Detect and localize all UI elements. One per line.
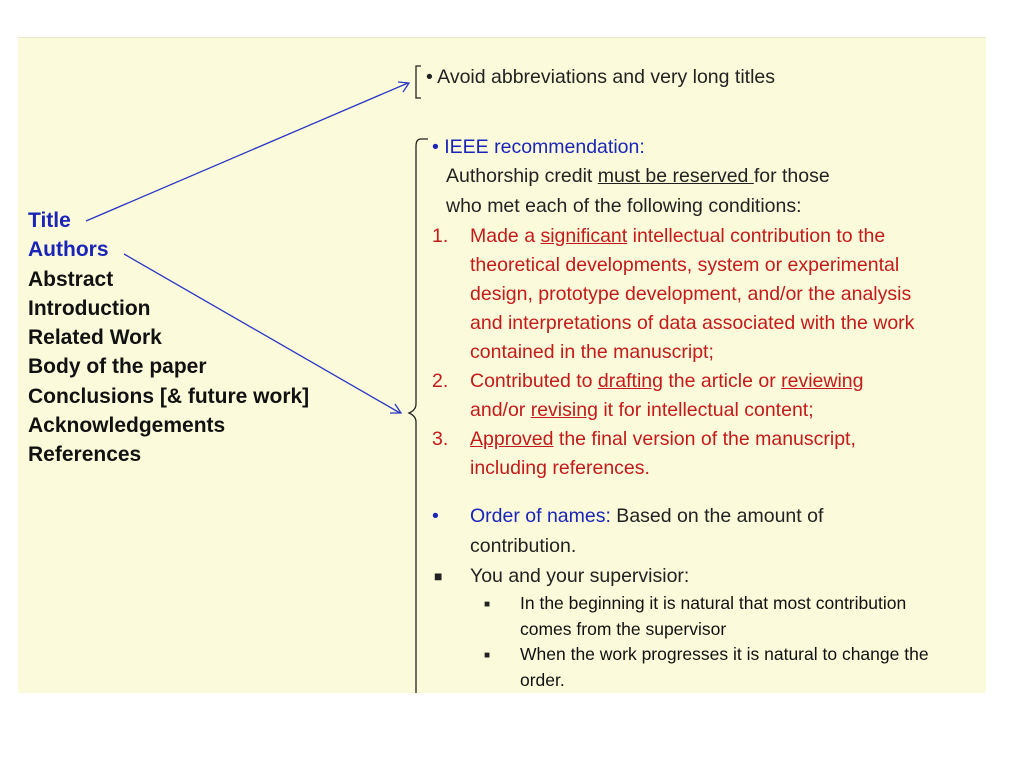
authors-bracket bbox=[409, 139, 428, 693]
supervisor-bullet: ■ bbox=[434, 568, 443, 584]
condition-1-number: 1. bbox=[432, 225, 449, 247]
order-bullet: • bbox=[432, 505, 439, 527]
title-arrow bbox=[86, 83, 408, 221]
supervisor-heading: You and your supervisior: bbox=[470, 565, 690, 587]
outline-abstract: Abstract bbox=[28, 267, 114, 291]
sub-bullet-1: ■ bbox=[484, 599, 491, 610]
condition-2-line2: and/or revising it for intellectual content; bbox=[470, 399, 814, 421]
outline-related-work: Related Work bbox=[28, 326, 162, 350]
supervisor-sub2-line1: When the work progresses it is natural to change the bbox=[520, 644, 929, 664]
title-bracket bbox=[416, 66, 421, 98]
ieee-intro-line1: Authorship credit must be reserved for those bbox=[446, 165, 830, 187]
condition-2-number: 2. bbox=[432, 370, 449, 392]
condition-2-line1: Contributed to drafting the article or reviewing bbox=[470, 370, 864, 392]
ieee-heading: • IEEE recommendation: bbox=[432, 136, 645, 158]
condition-1-line3: design, prototype development, and/or the analysis bbox=[470, 283, 912, 305]
order-of-names-line2: contribution. bbox=[470, 535, 577, 557]
sub-bullet-2: ■ bbox=[484, 650, 491, 661]
outline-conclusions: Conclusions [& future work] bbox=[28, 384, 310, 408]
outline-acknowledgements: Acknowledgements bbox=[28, 414, 226, 438]
outline-references: References bbox=[28, 443, 142, 467]
supervisor-sub1-line2: comes from the supervisor bbox=[520, 619, 727, 639]
supervisor-sub2-line2: order. bbox=[520, 670, 565, 690]
condition-1-line4: and interpretations of data associated with the work bbox=[470, 312, 915, 334]
outline-introduction: Introduction bbox=[28, 296, 151, 320]
condition-3-line2: including references. bbox=[470, 457, 650, 479]
outline-body: Body of the paper bbox=[28, 355, 207, 379]
condition-3-number: 3. bbox=[432, 428, 449, 450]
title-note: • Avoid abbreviations and very long titles bbox=[426, 66, 776, 88]
order-of-names-line1: Order of names: Based on the amount of bbox=[470, 505, 824, 527]
condition-3-line1: Approved the final version of the manuscript, bbox=[470, 428, 856, 450]
outline-authors: Authors bbox=[28, 238, 109, 262]
condition-1-line5: contained in the manuscript; bbox=[470, 341, 714, 363]
condition-1-line2: theoretical developments, system or experimental bbox=[470, 254, 900, 276]
outline-title: Title bbox=[28, 209, 71, 232]
paper-outline bbox=[28, 206, 309, 470]
condition-1-line1: Made a significant intellectual contribution to the bbox=[470, 225, 886, 247]
ieee-intro-line2: who met each of the following conditions: bbox=[446, 195, 802, 217]
supervisor-sub1-line1: In the beginning it is natural that most contribution bbox=[520, 593, 907, 613]
slide bbox=[18, 37, 986, 693]
